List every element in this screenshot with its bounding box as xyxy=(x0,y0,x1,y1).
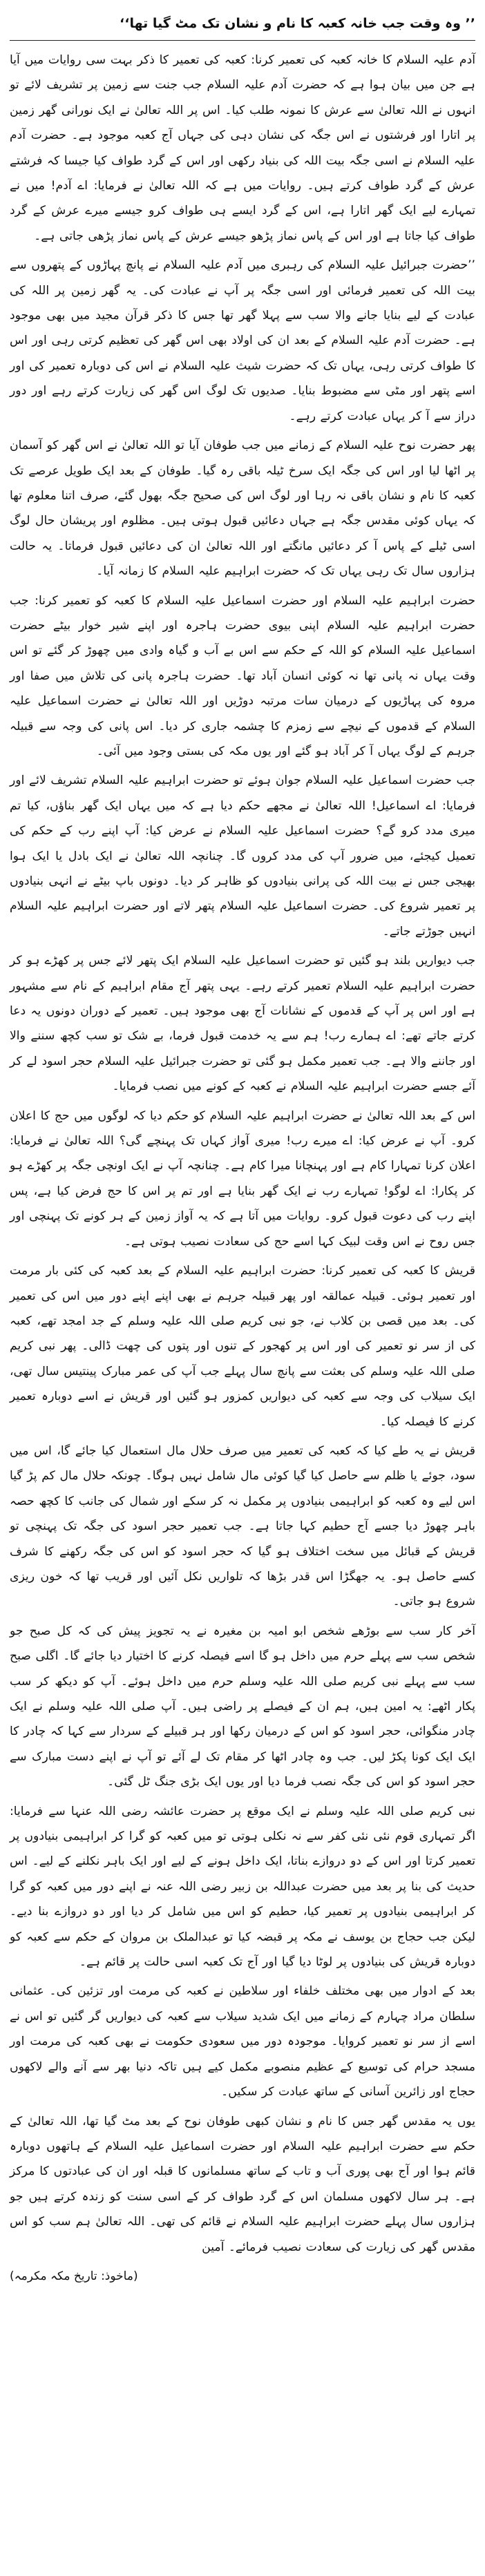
article-paragraph: آدم علیہ السلام کا خانہ کعبہ کی تعمیر کرنا: کعبہ کی تعمیر کا ذکر بہت سی روایات میں آیا ہے جن میں بیان ہوا ہے کہ حضرت آدم علیہ السلام جب جنت سے زمین پر تشریف لائے تو انہوں نے اللہ تعالیٰ سے عرش کا نمونہ طلب کیا۔ اس پر اللہ تعالیٰ نے ایک نورانی گھر زمین پر اتارا اور فرشتوں نے اس جگہ کی نشان دہی کی جہاں آج کعبہ موجود ہے۔ حضرت آدم علیہ السلام نے اسی جگہ بیت اللہ کی بنیاد رکھی اور اس کے گرد طواف کیا جیسا کہ فرشتے عرش کے گرد طواف کرتے ہیں۔ روایات میں ہے کہ اللہ تعالیٰ نے فرمایا: اے آدم! میں نے تمہارے لیے ایک گھر اتارا ہے، اس کے گرد ایسے ہی طواف کرو جیسے میرے عرش کے گرد طواف کیا جاتا ہے اور اس کے پاس نماز پڑھو جیسے عرش کے پاس نماز پڑھی جاتی ہے۔ xyxy=(10,53,475,243)
article-paragraph: نبی کریم صلی اللہ علیہ وسلم نے ایک موقع پر حضرت عائشہ رضی اللہ عنہا سے فرمایا: اگر تمہاری قوم نئی نئی کفر سے نہ نکلی ہوتی تو میں کعبہ کو گرا کر ابراہیمی بنیادوں پر تعمیر کرتا اور اس کے دو دروازے بناتا، ایک داخل ہونے کے لیے اور ایک باہر نکلنے کے لیے۔ اس حدیث کی بنا پر بعد میں حضرت عبداللہ بن زبیر رضی اللہ عنہ نے اپنے دور میں کعبہ کو گرا کر ابراہیمی بنیادوں پر تعمیر کیا، حطیم کو اس میں شامل کر دیا اور دو دروازے بنا دیے۔ لیکن جب حجاج بن یوسف نے مکہ پر قبضہ کیا تو عبدالملک بن مروان کے حکم سے کعبہ کو دوبارہ قریش کی بنیادوں پر لوٹا دیا گیا اور آج تک کعبہ اسی حالت پر قائم ہے۔ xyxy=(10,1804,475,1970)
article-paragraph: جب دیواریں بلند ہو گئیں تو حضرت اسماعیل علیہ السلام ایک پتھر لائے جس پر کھڑے ہو کر حضرت ابراہیم علیہ السلام تعمیر کرتے رہے۔ یہی پتھر آج مقام ابراہیم کے نام سے مشہور ہے اور اس پر آپ کے قدموں کے نشانات آج بھی موجود ہیں۔ تعمیر کے دوران دونوں یہ دعا کرتے جاتے تھے: اے ہمارے رب! ہم سے یہ خدمت قبول فرما، بے شک تو سب کچھ سننے والا اور جاننے والا ہے۔ جب تعمیر مکمل ہو گئی تو حضرت جبرائیل علیہ السلام حجر اسود لے کر آئے جسے حضرت ابراہیم علیہ السلام نے کعبہ کے کونے میں نصب فرمایا۔ xyxy=(10,954,475,1094)
article-paragraph: اس کے بعد اللہ تعالیٰ نے حضرت ابراہیم علیہ السلام کو حکم دیا کہ لوگوں میں حج کا اعلان کرو۔ آپ نے عرض کیا: اے میرے رب! میری آواز کہاں تک پہنچے گی؟ اللہ تعالیٰ نے فرمایا: اعلان کرنا تمہارا کام ہے اور پہنچانا میرا کام ہے۔ چنانچہ آپ نے ایک اونچی جگہ پر کھڑے ہو کر پکارا: اے لوگو! تمہارے رب نے ایک گھر بنایا ہے اور تم پر اس کا حج فرض کیا ہے، پس اپنے رب کی دعوت قبول کرو۔ روایات میں آتا ہے کہ یہ آواز زمین کے ہر کونے تک پہنچی اور جس روح نے اس وقت لبیک کہا اسے حج کی سعادت نصیب ہوتی ہے۔ xyxy=(10,1108,475,1249)
article-source: (ماخوذ: تاریخ مکہ مکرمہ) xyxy=(10,2269,138,2283)
article-paragraph: پھر حضرت نوح علیہ السلام کے زمانے میں جب طوفان آیا تو اللہ تعالیٰ نے اس گھر کو آسمان پر اٹھا لیا اور اس کی جگہ ایک سرخ ٹیلہ باقی رہ گیا۔ طوفان کے بعد ایک طویل عرصے تک کعبہ کا نام و نشان باقی نہ رہا اور لوگ اس کی صحیح جگہ بھول گئے، صرف اتنا معلوم تھا کہ یہاں کوئی مقدس جگہ ہے جہاں دعائیں قبول ہوتی ہیں۔ مظلوم اور پریشان حال لوگ اسی ٹیلے کے پاس آ کر دعائیں مانگتے اور اللہ تعالیٰ ان کی دعائیں قبول فرماتا۔ یہ حالت ہزاروں سال تک رہی یہاں تک کہ حضرت ابراہیم علیہ السلام کا زمانہ آیا۔ xyxy=(10,439,475,579)
article-paragraph: قریش کا کعبہ کی تعمیر کرنا: حضرت ابراہیم علیہ السلام کے بعد کعبہ کی کئی بار مرمت اور تعمیر ہوئی۔ قبیلہ عمالقہ اور پھر قبیلہ جرہم نے بھی اپنے اپنے دور میں اس کی تعمیر کی۔ بعد میں قصی بن کلاب نے، جو نبی کریم صلی اللہ علیہ وسلم کے جد امجد تھے، کعبہ کی از سر نو تعمیر کی اور اس پر کھجور کے تنوں اور پتوں کی چھت ڈالی۔ پھر نبی کریم صلی اللہ علیہ وسلم کی بعثت سے پانچ سال پہلے جب آپ کی عمر مبارک پینتیس سال تھی، ایک سیلاب کی وجہ سے کعبہ کی دیواریں کمزور ہو گئیں اور قریش نے اسے دوبارہ تعمیر کرنے کا فیصلہ کیا۔ xyxy=(10,1264,475,1429)
article-paragraph: آخر کار سب سے بوڑھے شخص ابو امیہ بن مغیرہ نے یہ تجویز پیش کی کہ کل صبح جو شخص سب سے پہلے حرم میں داخل ہو گا اسے فیصلہ کرنے کا اختیار دیا جائے گا۔ اگلی صبح سب سے پہلے نبی کریم صلی اللہ علیہ وسلم حرم میں داخل ہوئے۔ آپ کو دیکھ کر سب پکار اٹھے: یہ امین ہیں، ہم ان کے فیصلے پر راضی ہیں۔ آپ صلی اللہ علیہ وسلم نے ایک چادر منگوائی، حجر اسود کو اس کے درمیان رکھا اور ہر قبیلے کے سردار سے کہا کہ چادر کا ایک ایک کونا پکڑ لیں۔ جب وہ چادر اٹھا کر مقام تک لے آئے تو آپ نے اپنے دست مبارک سے حجر اسود کو اس کی جگہ نصب فرما دیا اور یوں ایک بڑی جنگ ٹل گئی۔ xyxy=(10,1624,475,1789)
article-paragraph: حضرت ابراہیم علیہ السلام اور حضرت اسماعیل علیہ السلام کا کعبہ کو تعمیر کرنا: جب حضرت ابراہیم علیہ السلام اپنی بیوی حضرت ہاجرہ اور اپنے شیر خوار بیٹے حضرت اسماعیل علیہ السلام کو اللہ کے حکم سے اس بے آب و گیاہ وادی میں چھوڑ کر گئے تو اس وقت یہاں نہ پانی تھا نہ کوئی انسان آباد تھا۔ حضرت ہاجرہ پانی کی تلاش میں صفا اور مروہ کی پہاڑیوں کے درمیان سات مرتبہ دوڑیں اور اللہ تعالیٰ نے حضرت اسماعیل علیہ السلام کے قدموں کے نیچے سے زمزم کا چشمہ جاری کر دیا۔ اس پانی کی وجہ سے قبیلہ جرہم کے لوگ یہاں آ کر آباد ہو گئے اور یوں مکہ کی بستی وجود میں آئی۔ xyxy=(10,593,475,758)
article-paragraph: ’’حضرت جبرائیل علیہ السلام کی رہبری میں آدم علیہ السلام نے پانچ پہاڑوں کے پتھروں سے بیت اللہ کی تعمیر فرمائی اور اسی جگہ پر آپ نے عبادت کی۔ یہ گھر زمین پر اللہ کی عبادت کے لیے بنایا جانے والا سب سے پہلا گھر تھا جس کا ذکر قرآن مجید میں بھی موجود ہے۔ حضرت آدم علیہ السلام کے بعد ان کی اولاد بھی اس گھر کی تعظیم کرتی رہی اور اس کا طواف کرتی رہی، یہاں تک کہ حضرت شیث علیہ السلام نے اس کی دوبارہ تعمیر کی اور اسے پتھر اور مٹی سے مضبوط بنایا۔ صدیوں تک لوگ اس گھر کی زیارت کرتے رہے اور دور دراز سے آ کر یہاں عبادت کرتے رہے۔ xyxy=(10,258,475,423)
article-paragraph: جب حضرت اسماعیل علیہ السلام جوان ہوئے تو حضرت ابراہیم علیہ السلام تشریف لائے اور فرمایا: اے اسماعیل! اللہ تعالیٰ نے مجھے حکم دیا ہے کہ میں یہاں ایک گھر بناؤں، کیا تم میری مدد کرو گے؟ حضرت اسماعیل علیہ السلام نے عرض کیا: آپ اپنے رب کے حکم کی تعمیل کیجئے، میں ضرور آپ کی مدد کروں گا۔ چنانچہ اللہ تعالیٰ نے ایک بادل یا ایک ہوا بھیجی جس نے بیت اللہ کی پرانی بنیادوں کو ظاہر کر دیا۔ دونوں باپ بیٹے نے انہی بنیادوں پر تعمیر شروع کی۔ حضرت اسماعیل علیہ السلام پتھر لاتے اور حضرت ابراہیم علیہ السلام انہیں جوڑتے جاتے۔ xyxy=(10,773,475,939)
article-paragraph: یوں یہ مقدس گھر جس کا نام و نشان کبھی طوفان نوح کے بعد مٹ گیا تھا، اللہ تعالیٰ کے حکم سے حضرت ابراہیم علیہ السلام اور حضرت اسماعیل علیہ السلام کے ہاتھوں دوبارہ قائم ہوا اور آج بھی پوری آب و تاب کے ساتھ مسلمانوں کا قبلہ اور ان کی عبادتوں کا مرکز ہے۔ ہر سال لاکھوں مسلمان اس کے گرد طواف کر کے اسی سنت کو زندہ کرتے ہیں جو ہزاروں سال پہلے حضرت ابراہیم علیہ السلام نے قائم کی تھی۔ اللہ تعالیٰ ہم سب کو اس مقدس گھر کی زیارت کی سعادت نصیب فرمائے۔ آمین xyxy=(10,2114,475,2254)
article-paragraph: بعد کے ادوار میں بھی مختلف خلفاء اور سلاطین نے کعبہ کی مرمت اور تزئین کی۔ عثمانی سلطان مراد چہارم کے زمانے میں ایک شدید سیلاب سے کعبہ کی دیواریں گر گئیں تو اس نے اسے از سر نو تعمیر کروایا۔ موجودہ دور میں سعودی حکومت نے بھی کعبہ کی مرمت اور مسجد حرام کی توسیع کے عظیم منصوبے مکمل کیے ہیں تاکہ دنیا بھر سے آنے والے لاکھوں حجاج اور زائرین آسانی کے ساتھ عبادت کر سکیں۔ xyxy=(10,1984,475,2099)
article-title: ’’ وہ وقت جب خانہ کعبہ کا نام و نشان تک مٹ گیا تھا‘‘ xyxy=(10,11,475,41)
article-paragraph: قریش نے یہ طے کیا کہ کعبہ کی تعمیر میں صرف حلال مال استعمال کیا جائے گا، اس میں سود، جوئے یا ظلم سے حاصل کیا گیا کوئی مال شامل نہیں ہوگا۔ چونکہ حلال مال کم پڑ گیا اس لیے وہ کعبہ کو ابراہیمی بنیادوں پر مکمل نہ کر سکے اور شمال کی جانب کا کچھ حصہ باہر چھوڑ دیا جسے آج حطیم کہا جاتا ہے۔ جب تعمیر حجر اسود کی جگہ تک پہنچی تو قریش کے قبائل میں سخت اختلاف ہو گیا کہ حجر اسود کو اس کی جگہ رکھنے کا شرف کسے حاصل ہو۔ یہ جھگڑا اس قدر بڑھا کہ تلواریں نکل آئیں اور قریب تھا کہ خون ریزی شروع ہو جاتی۔ xyxy=(10,1443,475,1609)
